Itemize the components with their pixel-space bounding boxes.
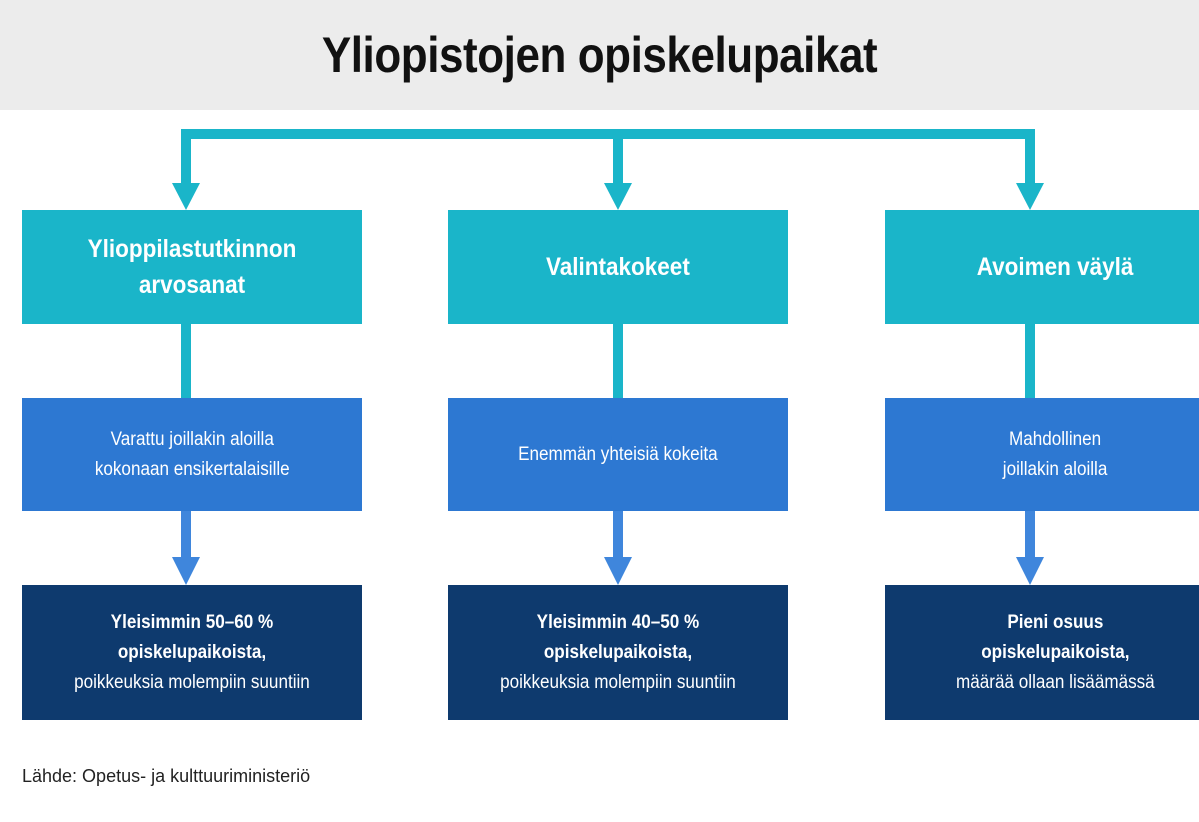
heading-box-valintakokeet — [448, 210, 788, 324]
detail-box-avoimen-vayla — [885, 398, 1199, 511]
result-line: poikkeuksia molempiin suuntiin — [74, 671, 310, 693]
heading-box-ylioppilastutkinto — [22, 210, 362, 324]
result-line: Yleisimmin 50–60 % — [110, 611, 274, 633]
result-line: poikkeuksia molempiin suuntiin — [500, 671, 736, 693]
result-line: opiskelupaikoista, — [980, 641, 1130, 663]
detail-box-ylioppilastutkinto — [22, 398, 362, 511]
detail-line: Varattu joillakin aloilla — [110, 428, 274, 450]
result-line: opiskelupaikoista, — [543, 641, 693, 663]
detail-line: Enemmän yhteisiä kokeita — [518, 443, 718, 465]
result-line: Yleisimmin 40–50 % — [536, 611, 700, 633]
heading-line: arvosanat — [138, 271, 246, 299]
detail-line: kokonaan ensikertalaisille — [94, 458, 290, 480]
heading-line: Ylioppilastutkinnon — [87, 235, 297, 263]
arrow-down-icon — [172, 557, 200, 585]
arrow-down-icon — [604, 557, 632, 585]
heading-line: Valintakokeet — [546, 253, 690, 281]
top-connector — [186, 134, 1030, 188]
detail-result-connectors — [186, 511, 1030, 562]
detail-box-valintakokeet — [448, 398, 788, 511]
top-arrowheads — [172, 183, 1044, 210]
arrow-down-icon — [1016, 183, 1044, 210]
result-line: määrää ollaan lisäämässä — [955, 671, 1155, 693]
result-box-ylioppilastutkinto — [22, 585, 362, 720]
arrow-down-icon — [172, 183, 200, 210]
result-box-avoimen-vayla — [885, 585, 1199, 720]
arrow-down-icon — [1016, 557, 1044, 585]
bottom-arrowheads — [172, 557, 1044, 585]
detail-line: joillakin aloilla — [1002, 458, 1108, 480]
source-note: Lähde: Opetus- ja kulttuuriministeriö — [22, 766, 311, 786]
arrow-down-icon — [604, 183, 632, 210]
result-line: Pieni osuus — [1007, 611, 1103, 633]
result-box-valintakokeet — [448, 585, 788, 720]
heading-box-avoimen-vayla — [885, 210, 1199, 324]
page-title: Yliopistojen opiskelupaikat — [321, 27, 878, 83]
detail-line: Mahdollinen — [1008, 428, 1102, 450]
heading-detail-connectors — [186, 324, 1030, 398]
heading-line: Avoimen väylä — [976, 253, 1134, 281]
result-line: opiskelupaikoista, — [117, 641, 267, 663]
